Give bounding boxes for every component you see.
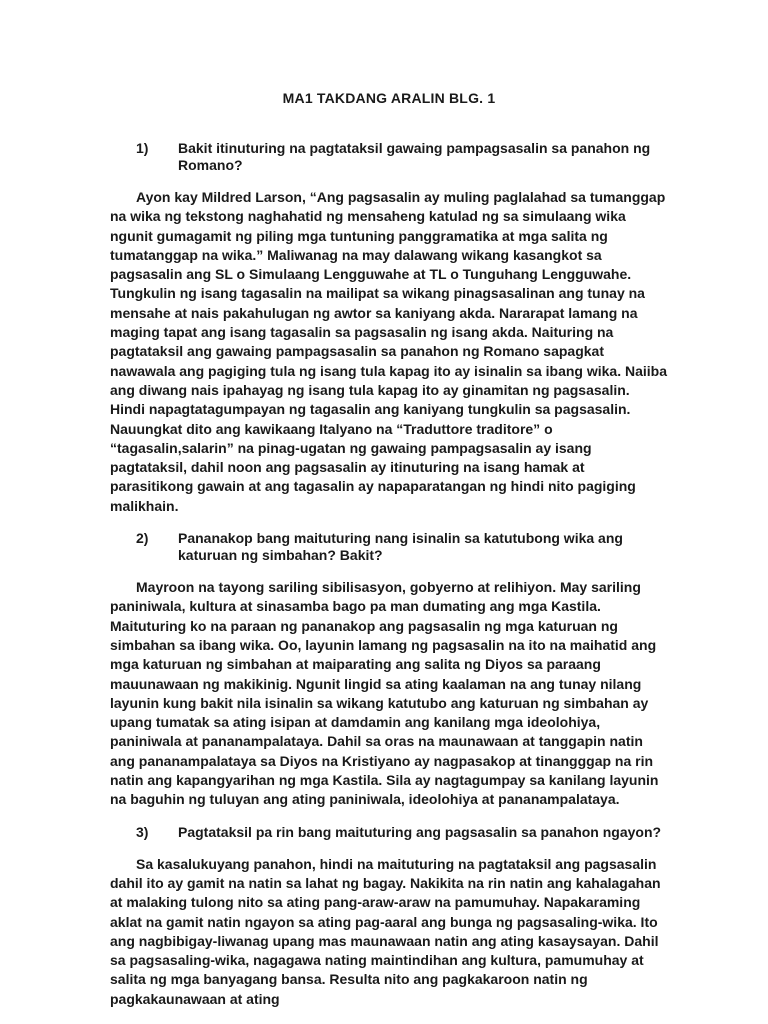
question-number: 1) xyxy=(136,140,149,156)
document-title: MA1 TAKDANG ARALIN BLG. 1 xyxy=(282,90,496,106)
question-number: 2) xyxy=(136,530,149,547)
question-text: Pananakop bang maituturing nang isinalin sa katutubong wika ang katuruan ng simbahan? Bakit? xyxy=(178,530,623,564)
question-text: Bakit itinuturing na pagtataksil gawaing pampagsasalin sa panahon ng Romano? xyxy=(178,140,651,173)
answer-3: Sa kasalukuyang panahon, hindi na maituturing na pagtataksil ang pagsasalin dahil ito ay gamit na natin sa lahat ng bagay. Nakikita na rin natin ang kahalagahan at malaking tulong nito sa ating pang-araw-araw na pamumuhay. Napakaraming aklat na gamit natin ngayon sa ating pag-aaral ang bunga ng pagsasaling-wika. Ito ang nagbibigay-liwanag upang mas maunawaan natin ang ating kasaysayan. Dahil sa pagsasaling-wika, nagagawa nating maintindihan ang kultura, pamumuhay at salita ng mga banyagang bansa. Resulta nito ang pagkakaroon natin ng pagkakaunawaan at ating xyxy=(110,855,661,1007)
answer-1: Ayon kay Mildred Larson, “Ang pagsasalin ay muling paglalahad sa tumanggap na wika ng tekstong naghahatid ng mensaheng katulad ng sa simulaang wika ngunit gumagamit ng piling mga tuntuning panggramatika at mga salita ng tumatanggap na wika.” Maliwanag na may dalawang wikang kasangkot sa pagsasalin ang SL o Simulaang Lengguwahe at TL o Tunguhang Lengguwahe. Tungkulin ng isang tagasalin na mailipat sa wikang pinagsasalinan ang tunay na mensahe at nais pakahulugan ng awtor sa kaniyang akda. Nararapat lamang na maging tapat ang isang tagasalin sa pagsasalin ng isang akda. Naituring na pagtataksil ang gawaing pampagsasalin sa panahon ng Romano sapagkat nawawala ang pagiging tula ng isang tula kapag ito ay isinalin sa ibang wika. Naiiba ang diwang nais ipahayag ng isang tula kapag ito ay ginamitan ng pagsasalin. Hindi napagtatagumpayan ng tagasalin ang kaniyang tungkulin sa pagsasalin. Nauungkat dito ang kawikaang Italyano na “Traduttore traditore” o “tagasalin,salarin” na pinag-ugatan ng gawaing pampagsasalin ay isang pagtataksil, dahil noon ang pagsasalin ay itinuturing na isang hamak at parasitikong gawain at ang tagasalin ay napaparatangan ng hindi nito pagiging malikhain. xyxy=(110,189,668,514)
question-1 xyxy=(110,140,668,174)
question-2 xyxy=(110,530,668,564)
answer-2: Mayroon na tayong sariling sibilisasyon, gobyerno at relihiyon. May sariling paniniwala, kultura at sinasamba bago pa man dumating ang mga Kastila. Maituturing ko na paraan ng pananakop ang pagsasalin ng mga katuruan ng simbahan sa ibang wika. Oo, layunin lamang ng pagsasalin na ito na maihatid ang mga katuruan ng simbahan at maiparating ang salita ng Diyos sa paraang mauunawaan ng makikinig. Ngunit lingid sa ating kaalaman na ang tunay nilang layunin kung bakit nila isinalin sa wikang katutubo ang katuruan ng simbahan ay upang tumatak sa ating isipan at damdamin ang kanilang mga ideolohiya, paniniwala at pananampalataya. Dahil sa oras na maunawaan at tanggapin natin ang pananampalataya sa Diyos na Kristiyano ay nagpasakop at tinangggap na rin natin ang kapangyarihan ng mga Kastila. Sila ay nagtagumpay sa kanilang layunin na baguhin ng tuluyan ang ating paniniwala, ideolohiya at pananampalataya. xyxy=(110,579,659,808)
question-3 xyxy=(110,824,668,841)
question-text: Pagtataksil pa rin bang maituturing ang pagsasalin sa panahon ngayon? xyxy=(178,823,662,840)
question-number: 3) xyxy=(136,823,149,840)
